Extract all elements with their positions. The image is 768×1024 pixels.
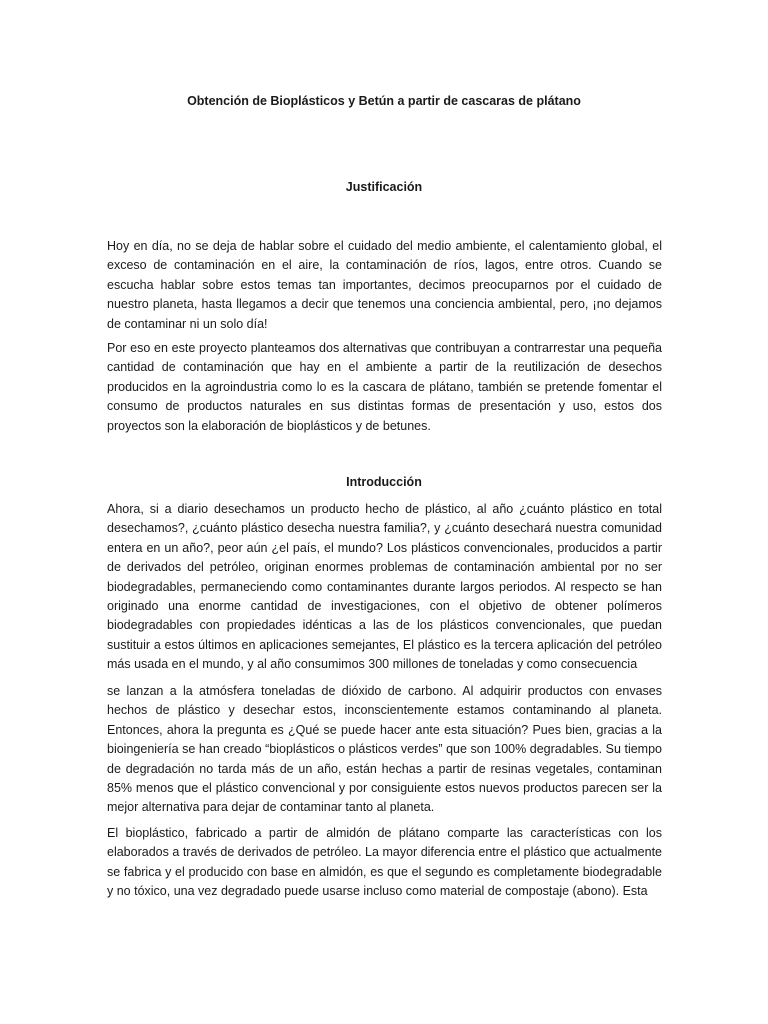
section-heading-introduccion: Introducción <box>346 475 422 489</box>
paragraph: Hoy en día, no se deja de hablar sobre el cuidado del medio ambiente, el calentamiento global, el exceso de contaminación en el aire, la contaminación de ríos, lagos, entre otros. Cuando se escucha hablar sobre estos temas tan importantes, decimos preocuparnos por el cuidado de nuestro planeta, hasta llegamos a decir que tenemos una conciencia ambiental, pero, ¡no dejamos de contaminar ni un solo día! <box>107 239 662 331</box>
paragraph: Por eso en este proyecto planteamos dos alternativas que contribuyan a contrarrestar una pequeña cantidad de contaminación que hay en el ambiente a partir de la reutilización de desechos producidos en la agroindustria como lo es la cascara de plátano, también se pretende fomentar el consumo de productos naturales en sus distintas formas de presentación y uso, estos dos proyectos son la elaboración de bioplásticos y de betunes. <box>107 341 662 433</box>
section-heading-justificacion: Justificación <box>345 180 423 194</box>
document-title: Obtención de Bioplásticos y Betún a partir de cascaras de plátano <box>187 94 581 108</box>
paragraph: se lanzan a la atmósfera toneladas de dióxido de carbono. Al adquirir productos con envases hechos de plástico y desechar estos, inconscientemente estamos contaminando al planeta. Entonces, ahora la pregunta es ¿Qué se puede hacer ante esta situación? Pues bien, gracias a la bioingeniería se han creado “bioplásticos o plásticos verdes” que son 100% degradables. Su tiempo de degradación no tarda más de un año, están hechas a partir de resinas vegetales, contaminan 85% menos que el plástico convencional y por consiguiente estos nuevos productos parecen ser la mejor alternativa para dejar de contaminar tanto al planeta. <box>107 684 662 815</box>
paragraph: Ahora, si a diario desechamos un producto hecho de plástico, al año ¿cuánto plástico en total desechamos?, ¿cuánto plástico desecha nuestra familia?, y ¿cuánto desechará nuestra comunidad entera en un año?, peor aún ¿el país, el mundo? Los plásticos convencionales, producidos a partir de derivados del petróleo, originan enormes problemas de contaminación ambiental por no ser biodegradables, permaneciendo como contaminantes durante largos periodos. Al respecto se han originado una enorme cantidad de investigaciones, con el objetivo de obtener polímeros biodegradables con propiedades idénticas a las de los plásticos convencionales, que puedan sustituir a estos últimos en aplicaciones semejantes, El plástico es la tercera aplicación del petróleo más usada en el mundo, y al año consumimos 300 millones de toneladas y como consecuencia <box>107 502 662 672</box>
paragraph: El bioplástico, fabricado a partir de almidón de plátano comparte las características con los elaborados a través de derivados de petróleo. La mayor diferencia entre el plástico que actualmente se fabrica y el producido con base en almidón, es que el segundo es completamente biodegradable y no tóxico, una vez degradado puede usarse incluso como material de compostaje (abono). Esta <box>107 826 662 899</box>
